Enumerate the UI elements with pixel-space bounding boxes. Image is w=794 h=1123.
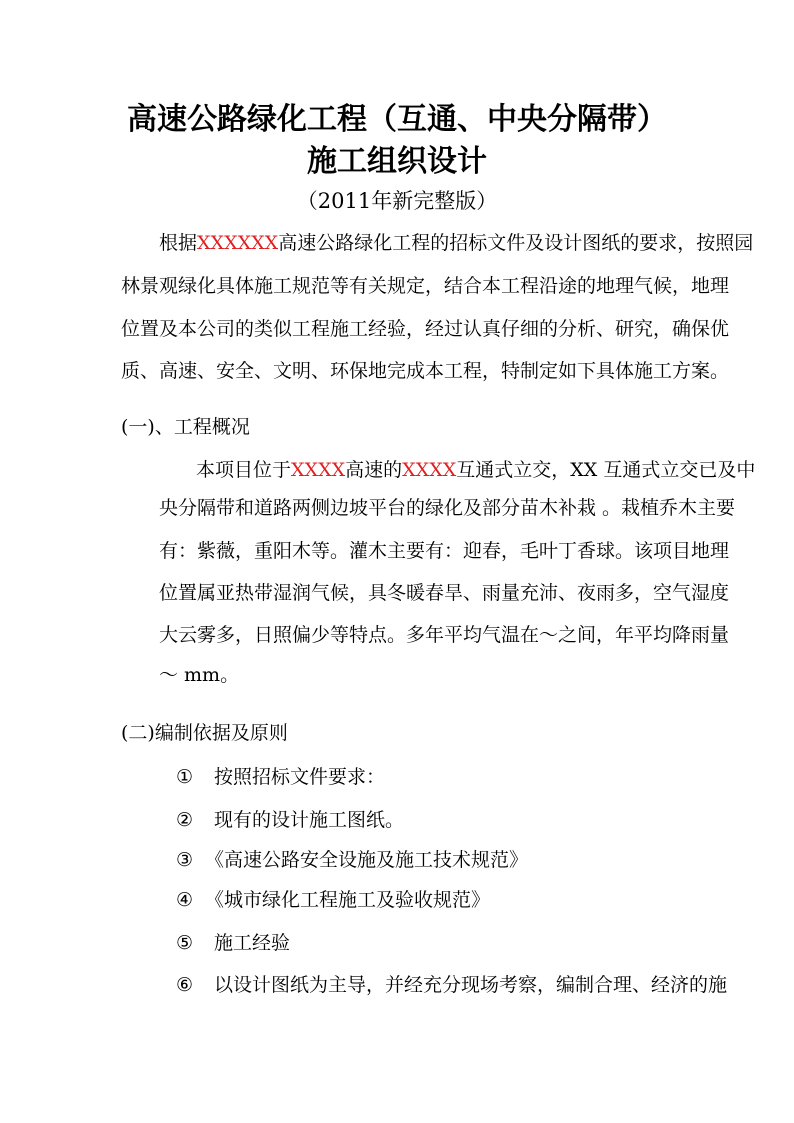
section1-line-1: [196, 456, 755, 484]
list-item-number: ②: [176, 809, 194, 831]
document-title-line1: 高速公路绿化工程（互通、中央分隔带）: [127, 102, 667, 137]
document-subtitle: （2011年新完整版）: [296, 189, 498, 213]
intro-text: 根据: [159, 232, 198, 254]
document-title-line2: 施工组织设计: [307, 144, 487, 179]
intro-line-3: 位置及本公司的类似工程施工经验，经过认真仔细的分析、研究，确保优: [121, 318, 730, 340]
list-item-number: ⑥: [176, 974, 194, 996]
section2-heading: (二)编制依据及原则: [121, 722, 288, 744]
list-item-number: ③: [176, 849, 194, 871]
project-name-placeholder: XXXXXX: [197, 232, 279, 254]
list-item: 《高速公路安全设施及施工技术规范》: [205, 849, 529, 871]
list-item: 现有的设计施工图纸。: [214, 809, 405, 831]
list-item-number: ⑤: [176, 932, 194, 954]
section1-line-2: 央分隔带和道路两侧边坡平台的绿化及部分苗木补栽 。栽植乔木主要: [159, 497, 736, 519]
list-item: 按照招标文件要求：: [214, 766, 386, 788]
list-item: 《城市绿化工程施工及验收规范》: [205, 889, 491, 911]
section1-heading: (一)、工程概况: [121, 416, 250, 438]
intro-line-1: [159, 229, 753, 257]
location-placeholder: XXXX: [291, 459, 346, 481]
interchange-placeholder: XXXX: [402, 459, 457, 481]
list-item-number: ①: [176, 766, 194, 788]
section1-text: 高速的: [345, 459, 403, 481]
section1-text: 互通式立交，XX 互通式立交已及中: [456, 459, 756, 481]
section1-line-5: 大云雾多，日照偏少等特点。多年平均气温在～之间，年平均降雨量: [159, 624, 730, 646]
intro-line-2: 林景观绿化具体施工规范等有关规定，结合本工程沿途的地理气候，地理: [121, 275, 730, 297]
list-item: 施工经验: [214, 932, 291, 954]
section1-line-3: 有：紫薇，重阳木等。灌木主要有：迎春，毛叶丁香球。该项目地理: [159, 540, 730, 562]
list-item: 以设计图纸为主导，并经充分现场考察，编制合理、经济的施: [214, 974, 728, 996]
intro-line-4: 质、高速、安全、文明、环保地完成本工程，特制定如下具体施工方案。: [121, 360, 730, 382]
section1-line-6: ～ mm。: [159, 664, 240, 686]
section1-line-4: 位置属亚热带湿润气候，具冬暖春旱、雨量充沛、夜雨多，空气湿度: [159, 582, 730, 604]
intro-text: 高速公路绿化工程的招标文件及设计图纸的要求，按照园: [278, 232, 754, 254]
section1-text: 本项目位于: [196, 459, 292, 481]
list-item-number: ④: [176, 889, 194, 911]
